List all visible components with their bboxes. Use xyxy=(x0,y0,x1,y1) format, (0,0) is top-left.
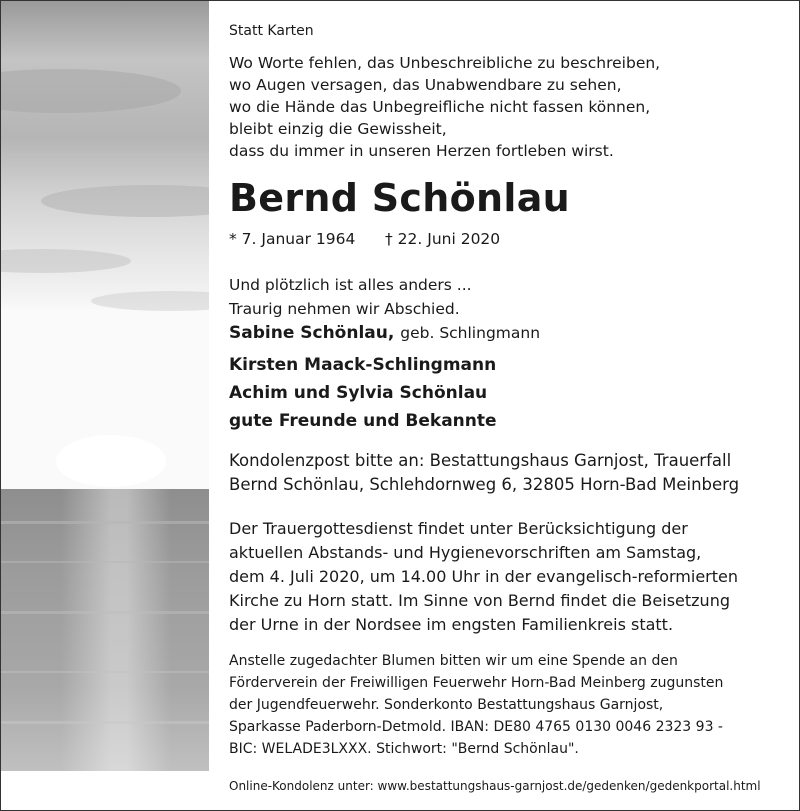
intro-line: Traurig nehmen wir Abschied. xyxy=(229,300,460,318)
mourner-line xyxy=(229,322,540,344)
donation-line: Sparkasse Paderborn-Detmold. IBAN: DE80 4765 0130 0046 2323 93 - xyxy=(229,719,723,735)
header-line: Statt Karten xyxy=(229,23,314,39)
poem-line: bleibt einzig die Gewissheit, xyxy=(229,120,447,138)
service-line: Der Trauergottesdienst findet unter Berücksichtigung der xyxy=(229,519,688,538)
mourner-name: Kirsten Maack-Schlingmann xyxy=(229,355,497,375)
service-line: aktuellen Abstands- und Hygienevorschriften am Samstag, xyxy=(229,543,702,562)
service-line: dem 4. Juli 2020, um 14.00 Uhr in der evangelisch-reformierten xyxy=(229,567,738,586)
birth-date: * 7. Januar 1964 xyxy=(229,230,356,248)
poem-line: dass du immer in unseren Herzen fortleben wirst. xyxy=(229,142,614,160)
mourner-name: Sabine Schönlau, xyxy=(229,323,395,343)
seascape-photo xyxy=(1,1,209,771)
poem-line: Wo Worte fehlen, das Unbeschreibliche zu beschreiben, xyxy=(229,54,661,72)
donation-line: BIC: WELADE3LXXX. Stichwort: "Bernd Schönlau". xyxy=(229,741,579,757)
deceased-name: Bernd Schönlau xyxy=(229,176,570,220)
donation-line: der Jugendfeuerwehr. Sonderkonto Bestattungshaus Garnjost, xyxy=(229,697,664,713)
intro-line: Und plötzlich ist alles anders ... xyxy=(229,276,472,294)
service-line: Kirche zu Horn statt. Im Sinne von Bernd findet die Beisetzung xyxy=(229,591,730,610)
donation-line: Anstelle zugedachter Blumen bitten wir um eine Spende an den xyxy=(229,653,678,669)
condolence-post-line: Kondolenzpost bitte an: Bestattungshaus Garnjost, Trauerfall xyxy=(229,451,732,470)
poem-line: wo die Hände das Unbegreifliche nicht fassen können, xyxy=(229,98,651,116)
mourner-name: gute Freunde und Bekannte xyxy=(229,411,497,431)
donation-line: Förderverein der Freiwilligen Feuerwehr Horn-Bad Meinberg zugunsten xyxy=(229,675,724,691)
mourner-name: Achim und Sylvia Schönlau xyxy=(229,383,488,403)
mourner-maiden-name: geb. Schlingmann xyxy=(400,324,541,342)
service-line: der Urne in der Nordsee im engsten Familienkreis statt. xyxy=(229,615,674,634)
poem-line: wo Augen versagen, das Unabwendbare zu sehen, xyxy=(229,76,622,94)
online-condolence-link[interactable]: Online-Kondolenz unter: www.bestattungshaus-garnjost.de/gedenken/gedenkportal.html xyxy=(229,779,761,793)
condolence-post-line: Bernd Schönlau, Schlehdornweg 6, 32805 Horn-Bad Meinberg xyxy=(229,475,740,494)
death-date: † 22. Juni 2020 xyxy=(385,230,501,248)
sunset-sea-image xyxy=(1,1,209,771)
